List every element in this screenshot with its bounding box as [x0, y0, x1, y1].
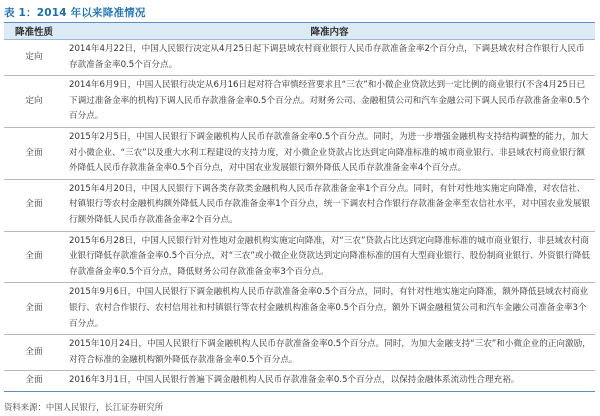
table-title: 表 1：2014 年以来降准情况 — [4, 7, 146, 19]
table-row — [4, 231, 595, 283]
row-type: 定向 — [4, 40, 64, 76]
row-content: 2014年4月22日，中国人民银行决定从4月25日起下调县域农村商业银行人民币存款准备金率2个百分点，下调县域农村合作银行人民币存款准备金率0.5个百分点。 — [64, 40, 595, 76]
row-type: 全面 — [4, 179, 64, 231]
header-type: 降准性质 — [4, 23, 64, 40]
row-content: 2015年2月5日，中国人民银行下调金融机构人民币存款准备金率0.5个百分点。同时，为进一步增强金融机构支持结构调整的能力，加大对小微企业、“三农”以及重大水利工程建设的支持力度，对小微企业贷款占比达到定向降准标准的城市商业银行、非县域农村商业银行额外降低人民币存款准备金率0.5个百分点，对中国农业发展银行额外降低人民币存款准备金率4个百分点。 — [64, 127, 595, 179]
table-row — [4, 40, 595, 76]
table-row — [4, 371, 595, 392]
row-type: 全面 — [4, 371, 64, 392]
table-row — [4, 335, 595, 371]
row-content: 2015年4月20日，中国人民银行下调各类存款类金融机构人民币存款准备金率1个百分点。同时，有针对性地实施定向降准，对农信社、村镇银行等农村金融机构额外降低人民币存款准备金率1个百分点，统一下调农村合作银行存款准备金率至农信社水平，对中国农业发展银行额外降低人民币存款准备金率2个百分点。 — [64, 179, 595, 231]
row-type: 全面 — [4, 283, 64, 335]
row-type: 全面 — [4, 231, 64, 283]
source-note: 资料来源：中国人民银行，长江证券研究所 — [4, 402, 164, 412]
row-type: 全面 — [4, 335, 64, 371]
header-content: 降准内容 — [64, 23, 595, 40]
table-row — [4, 76, 595, 128]
row-content: 2016年3月1日，中国人民银行普遍下调金融机构人民币存款准备金率0.5个百分点，以保持金融体系流动性合理充裕。 — [64, 371, 595, 392]
table-row — [4, 283, 595, 335]
row-content: 2015年6月28日，中国人民银行针对性地对金融机构实施定向降准，对“三农”贷款占比达到定向降准标准的城市商业银行、非县域农村商业银行降低存款准备金率0.5个百分点，对“三农”或小微企业贷款达到定向降准标准的国有大型商业银行、股份制商业银行、外资银行降低存款准备金率0.5个百分点，降低财务公司存款准备金率3个百分点。 — [64, 231, 595, 283]
row-type: 定向 — [4, 76, 64, 128]
table-row — [4, 127, 595, 179]
row-content: 2015年10月24日，中国人民银行下调金融机构人民币存款准备金率0.5个百分点。同时，为加大金融支持“三农”和小微企业的正向激励，对符合标准的金融机构额外降低存款准备金率0.5个百分点。 — [64, 335, 595, 371]
row-content: 2015年9月6日，中国人民银行下调金融机构人民币存款准备金率0.5个百分点，同时，有针对性地实施定向降准，额外降低县域农村商业银行、农村合作银行、农村信用社和村镇银行等农村金融机构准备金率0.5个百分点，额外下调金融租赁公司和汽车金融公司准备金率3个百分点。 — [64, 283, 595, 335]
table-header-row — [4, 23, 595, 40]
row-content: 2014年6月9日，中国人民银行决定从6月16日起对符合审慎经营要求且“三农”和小微企业贷款达到一定比例的商业银行(不含4月25日已下调过准备金率的机构)下调人民币存款准备金率0.5个百分点。对财务公司、金融租赁公司和汽车金融公司下调人民币存款准备金率0.5个百分点。 — [64, 76, 595, 128]
table-row — [4, 179, 595, 231]
row-type: 全面 — [4, 127, 64, 179]
rrr-cut-table — [4, 22, 595, 392]
